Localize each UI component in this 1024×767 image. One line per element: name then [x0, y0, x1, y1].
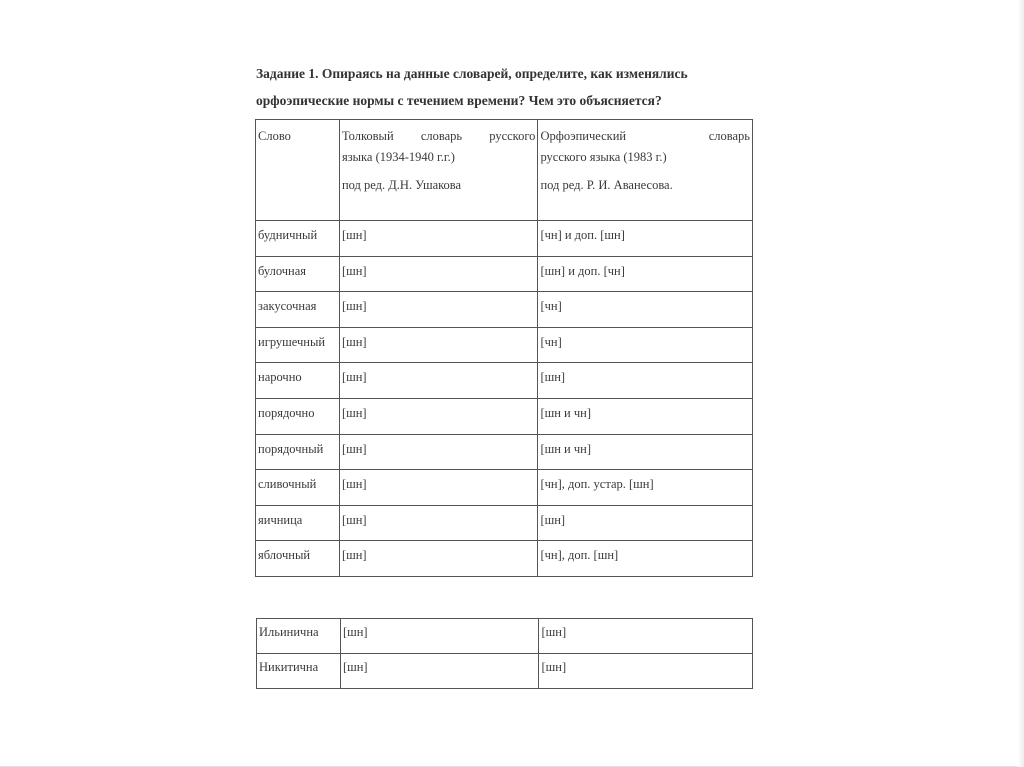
table-row — [257, 654, 753, 689]
task-title-line-1: Задание 1. Опираясь на данные словарей, определите, как изменялись — [256, 66, 688, 81]
header-ushakov-line-2: языка (1934-1940 г.г.) — [341, 150, 455, 164]
cell-word: Никитична — [257, 654, 341, 689]
table-header-row — [256, 120, 753, 221]
task-title — [256, 60, 776, 114]
cell-word: порядочный — [256, 434, 340, 470]
cell-avanesov: [шн] — [538, 363, 753, 399]
header-ushakov — [339, 120, 537, 221]
header-avanesov-line-3: под ред. Р. И. Аванесова. — [540, 178, 673, 192]
cell-word: закусочная — [256, 292, 340, 328]
cell-ushakov: [шн] — [339, 398, 537, 434]
cell-ushakov: [шн] — [339, 363, 537, 399]
cell-word: сливочный — [256, 470, 340, 506]
cell-word: яблочный — [256, 541, 340, 577]
header-avanesov-line-2: русского языка (1983 г.) — [540, 150, 667, 164]
cell-word: нарочно — [256, 363, 340, 399]
cell-ushakov: [шн] — [339, 470, 537, 506]
cell-avanesov: [чн] — [538, 292, 753, 328]
cell-word: яичница — [256, 505, 340, 541]
cell-ushakov: [шн] — [340, 619, 539, 654]
table-row — [256, 398, 753, 434]
header-avanesov — [538, 120, 753, 221]
patronymics-table — [256, 618, 753, 689]
cell-ushakov: [шн] — [339, 541, 537, 577]
cell-word: игрушечный — [256, 327, 340, 363]
header-word — [256, 120, 340, 221]
cell-avanesov: [шн] — [539, 654, 753, 689]
cell-word: булочная — [256, 256, 340, 292]
cell-word: будничный — [256, 221, 340, 257]
header-word-label: Слово — [258, 129, 291, 143]
table-row — [256, 256, 753, 292]
table-row — [257, 619, 753, 654]
cell-avanesov: [чн] — [538, 327, 753, 363]
table-row — [256, 221, 753, 257]
table-row — [256, 505, 753, 541]
cell-avanesov: [шн] и доп. [чн] — [538, 256, 753, 292]
table-row — [256, 327, 753, 363]
cell-avanesov: [чн], доп. устар. [шн] — [538, 470, 753, 506]
cell-avanesov: [чн], доп. [шн] — [538, 541, 753, 577]
cell-word: Ильинична — [257, 619, 341, 654]
header-avanesov-line-1: Орфоэпический словарь — [540, 129, 750, 143]
table-row — [256, 292, 753, 328]
cell-ushakov: [шн] — [340, 654, 539, 689]
cell-avanesov: [шн] — [538, 505, 753, 541]
cell-avanesov: [чн] и доп. [шн] — [538, 221, 753, 257]
pronunciation-table — [255, 119, 753, 577]
cell-avanesov: [шн] — [539, 619, 753, 654]
cell-ushakov: [шн] — [339, 256, 537, 292]
header-ushakov-line-1: Толковый словарь русского — [341, 129, 536, 143]
cell-avanesov: [шн и чн] — [538, 398, 753, 434]
table-row — [256, 434, 753, 470]
table-row — [256, 470, 753, 506]
cell-word: порядочно — [256, 398, 340, 434]
table-row — [256, 541, 753, 577]
cell-ushakov: [шн] — [339, 434, 537, 470]
cell-ushakov: [шн] — [339, 327, 537, 363]
cell-ushakov: [шн] — [339, 505, 537, 541]
cell-ushakov: [шн] — [339, 221, 537, 257]
task-title-line-2: орфоэпические нормы с течением времени? Чем это объясняется? — [256, 93, 662, 108]
cell-ushakov: [шн] — [339, 292, 537, 328]
header-ushakov-line-3: под ред. Д.Н. Ушакова — [341, 178, 462, 192]
table-row — [256, 363, 753, 399]
cell-avanesov: [шн и чн] — [538, 434, 753, 470]
page-edge-shadow — [1018, 0, 1024, 767]
